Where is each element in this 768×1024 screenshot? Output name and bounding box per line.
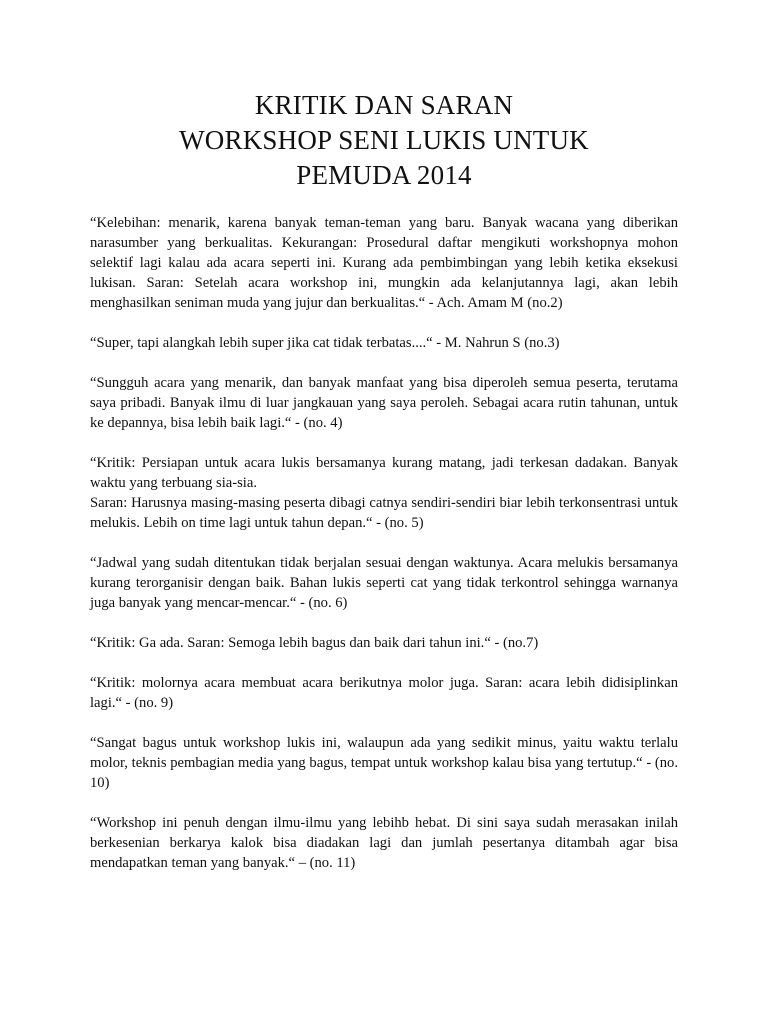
feedback-text: “Kritik: molornya acara membuat acara berikutnya molor juga. Saran: acara lebih didisiplinkan lagi.“ - (no. 9): [90, 675, 678, 711]
title-line-2: WORKSHOP SENI LUKIS UNTUK: [179, 125, 589, 155]
feedback-list: [90, 213, 678, 873]
title-line-3: PEMUDA 2014: [296, 160, 472, 190]
feedback-text: “Sangat bagus untuk workshop lukis ini, walaupun ada yang sedikit minus, yaitu waktu terlalu molor, teknis pembagian media yang bagus, tempat untuk workshop kalau bisa yang tertutup.“ - (no. 10): [90, 735, 678, 791]
feedback-entry-no-9: [90, 673, 678, 713]
feedback-entry-no-6: [90, 553, 678, 613]
document-title: [90, 88, 678, 193]
feedback-entry-no-5: [90, 453, 678, 533]
feedback-text-saran: Saran: Harusnya masing-masing peserta dibagi catnya sendiri-sendiri biar lebih terkonsentrasi untuk melukis. Lebih on time lagi untuk tahun depan.“ - (no. 5): [90, 495, 678, 531]
feedback-text: “Workshop ini penuh dengan ilmu-ilmu yang lebihb hebat. Di sini saya sudah merasakan inilah berkesenian berkarya kalok bisa diadakan lagi dan jumlah pesertanya ditambah agar bisa mendapatkan teman yang banyak.“ – (no. 11): [90, 815, 678, 871]
feedback-entry-no-11: [90, 813, 678, 873]
feedback-text: “Sungguh acara yang menarik, dan banyak manfaat yang bisa diperoleh semua peserta, terutama saya pribadi. Banyak ilmu di luar jangkauan yang saya peroleh. Sebagai acara rutin tahunan, untuk ke depannya, bisa lebih baik lagi.“ - (no. 4): [90, 375, 678, 431]
feedback-entry-no-4: [90, 373, 678, 433]
feedback-text: “Kritik: Ga ada. Saran: Semoga lebih bagus dan baik dari tahun ini.“ - (no.7): [90, 635, 539, 651]
feedback-entry-no-2: [90, 213, 678, 313]
feedback-text: “Kelebihan: menarik, karena banyak teman-teman yang baru. Banyak wacana yang diberikan narasumber yang berkualitas. Kekurangan: Prosedural daftar mengikuti workshopnya mohon selektif lagi kalau ada acara seperti ini. Kurang ada pembimbingan yang lebih ketika eksekusi lukisan. Saran: Setelah acara workshop ini, mungkin ada kelanjutannya lagi, akan lebih menghasilkan seniman muda yang jujur dan berkualitas.“ - Ach. Amam M (no.2): [90, 215, 678, 311]
feedback-entry-no-3: [90, 333, 678, 353]
feedback-text: “Super, tapi alangkah lebih super jika cat tidak terbatas....“ - M. Nahrun S (no.3): [90, 335, 560, 351]
title-line-1: KRITIK DAN SARAN: [254, 90, 514, 120]
feedback-text-kritik: “Kritik: Persiapan untuk acara lukis bersamanya kurang matang, jadi terkesan dadakan. Banyak waktu yang terbuang sia-sia.: [90, 455, 678, 491]
feedback-text: “Jadwal yang sudah ditentukan tidak berjalan sesuai dengan waktunya. Acara melukis bersamanya kurang terorganisir dengan baik. Bahan lukis seperti cat yang tidak terkontrol sehingga warnanya juga banyak yang mencar-mencar.“ - (no. 6): [90, 555, 678, 611]
feedback-entry-no-7: [90, 633, 678, 653]
feedback-entry-no-10: [90, 733, 678, 793]
